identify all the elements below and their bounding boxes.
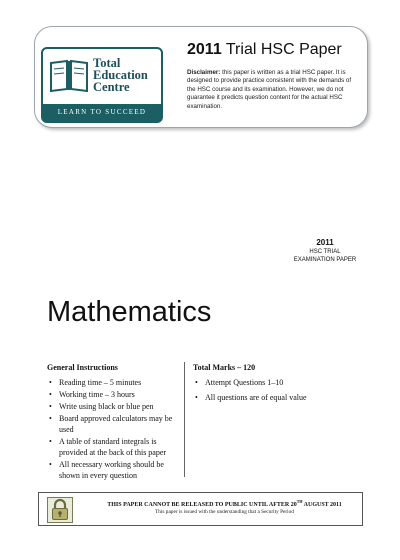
list-item: • Board approved calculators may be used <box>59 413 179 435</box>
general-instructions-list <box>47 377 179 481</box>
open-book-icon <box>49 59 89 93</box>
subject-title: Mathematics <box>47 296 212 328</box>
disclaimer-text: this paper is written as a trial HSC paper. It is designed to provide practice consistent with the demands of the HSC course and its examination. However, we do not guarantee it predicts question content for the actual HSC examination. <box>187 69 352 110</box>
total-marks-heading: Total Marks – 120 <box>193 363 256 372</box>
paper-title <box>187 41 342 59</box>
list-item: • Attempt Questions 1–10 <box>205 377 373 388</box>
notice-text-sup: TH <box>296 499 303 504</box>
general-instructions-heading: General Instructions <box>47 363 118 372</box>
logo-line-2: Education <box>93 68 148 82</box>
total-education-centre-logo <box>41 47 163 123</box>
logo-tagline: LEARN TO SUCCEED <box>43 104 161 121</box>
list-item: • A table of standard integrals is provided at the back of this paper <box>59 436 179 458</box>
logo-line-3: Centre <box>93 80 130 94</box>
security-notice <box>38 492 363 526</box>
exam-year: 2011 <box>316 238 334 247</box>
logo-wordmark <box>93 57 148 93</box>
paper-title-text: Trial HSC Paper <box>221 41 342 58</box>
exam-label-line-1: HSC TRIAL <box>309 249 341 255</box>
padlock-icon <box>47 497 73 523</box>
notice-text-post: AUGUST 2011 <box>302 502 342 508</box>
exam-label <box>290 238 360 264</box>
list-item: • All questions are of equal value <box>205 392 373 403</box>
disclaimer <box>187 69 359 111</box>
logo-line-1: Total <box>93 56 121 70</box>
list-item: • Reading time – 5 minutes <box>59 377 179 388</box>
exam-label-line-2: EXAMINATION PAPER <box>293 257 357 263</box>
list-item: • All necessary working should be shown in every question <box>59 459 179 481</box>
notice-text-pre: THIS PAPER CANNOT BE RELEASED TO PUBLIC UNTIL AFTER 20 <box>107 502 297 508</box>
list-item: • Write using black or blue pen <box>59 401 179 412</box>
security-notice-text <box>91 499 358 508</box>
list-item: • Working time – 3 hours <box>59 389 179 400</box>
disclaimer-label: Disclaimer: <box>187 69 221 76</box>
header-panel <box>34 26 368 128</box>
security-notice-subtext: This paper is issued with the understanding that a Security Period <box>155 509 294 515</box>
total-marks-list <box>193 377 373 403</box>
general-instructions <box>47 362 179 482</box>
total-marks <box>184 362 373 477</box>
paper-title-year: 2011 <box>187 41 222 58</box>
